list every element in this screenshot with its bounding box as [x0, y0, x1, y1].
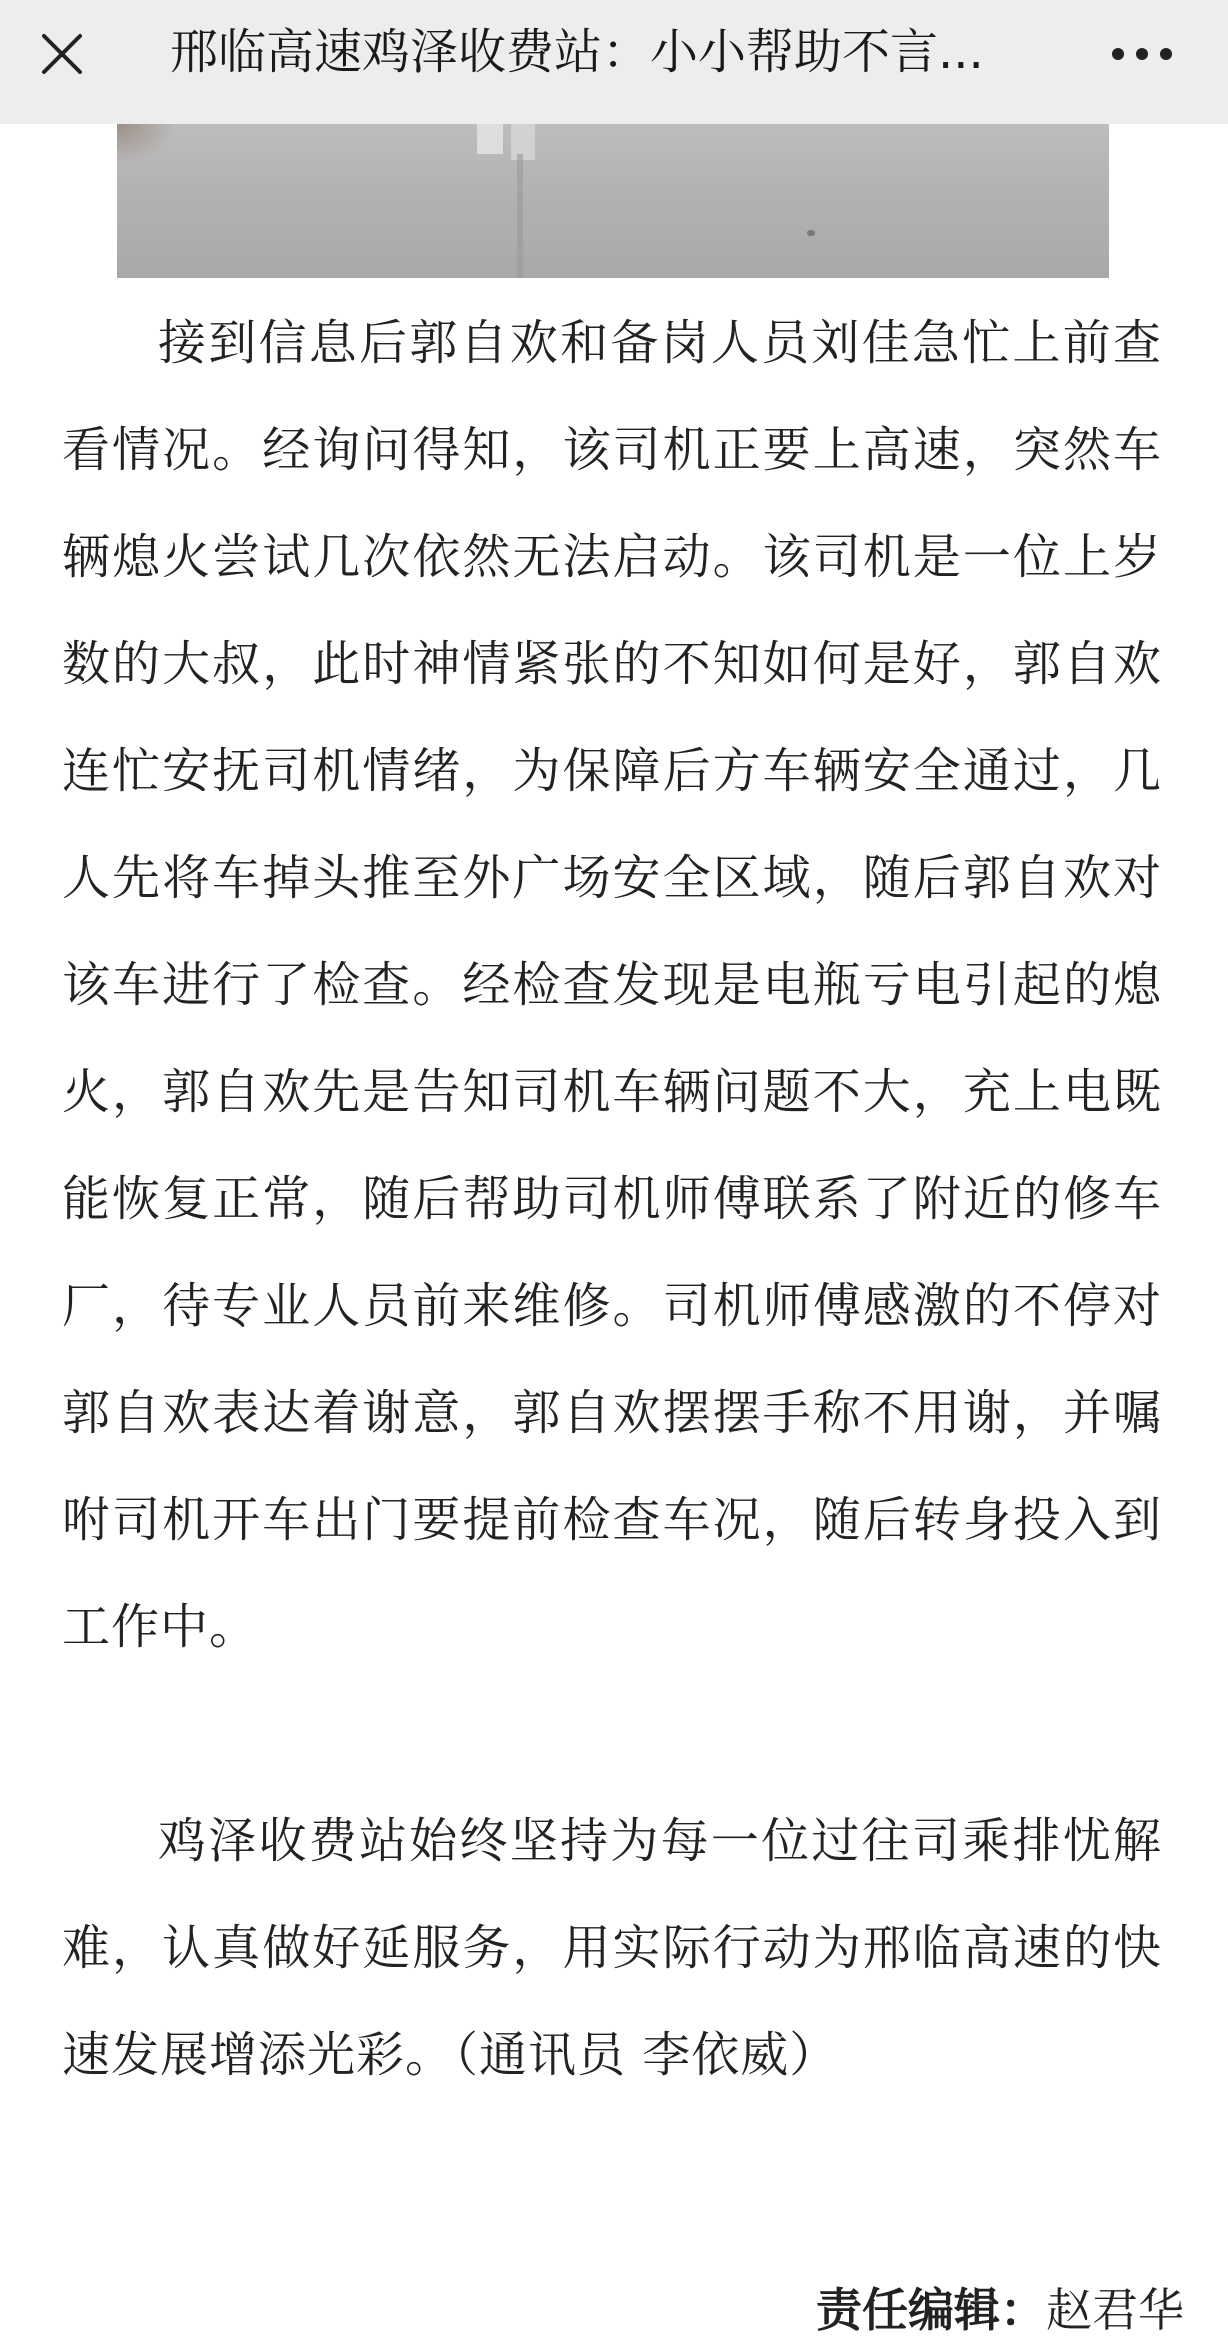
top-nav-bar — [0, 0, 1228, 124]
editor-name: 赵君华 — [1046, 2283, 1184, 2337]
close-icon — [30, 22, 94, 86]
more-icon — [1104, 22, 1180, 86]
article-photo — [117, 124, 1109, 278]
page-title: 邢临高速鸡泽收费站：小小帮助不言... — [170, 24, 984, 80]
more-options-button[interactable] — [1104, 22, 1180, 86]
article-paragraph: 鸡泽收费站始终坚持为每一位过往司乘排忧解难，认真做好延服务，用实际行动为邢临高速的快速发展增添光彩。（通讯员 李依威） — [62, 1813, 1162, 2083]
article-body — [62, 290, 1162, 2109]
close-button[interactable] — [30, 22, 94, 86]
article-paragraph: 接到信息后郭自欢和备岗人员刘佳急忙上前查看情况。经询问得知，该司机正要上高速，突然车辆熄火尝试几次依然无法启动。该司机是一位上岁数的大叔，此时神情紧张的不知如何是好，郭自欢连忙安抚司机情绪，为保障后方车辆安全通过，几人先将车掉头推至外广场安全区域，随后郭自欢对该车进行了检查。经检查发现是电瓶亏电引起的熄火，郭自欢先是告知司机车辆问题不大，充上电既能恢复正常，随后帮助司机师傅联系了附近的修车厂，待专业人员前来维修。司机师傅感激的不停对郭自欢表达着谢意，郭自欢摆摆手称不用谢，并嘱咐司机开车出门要提前检查车况，随后转身投入到工作中。 — [62, 315, 1162, 1655]
editor-credit — [816, 2280, 1184, 2340]
editor-label: 责任编辑： — [816, 2283, 1046, 2337]
